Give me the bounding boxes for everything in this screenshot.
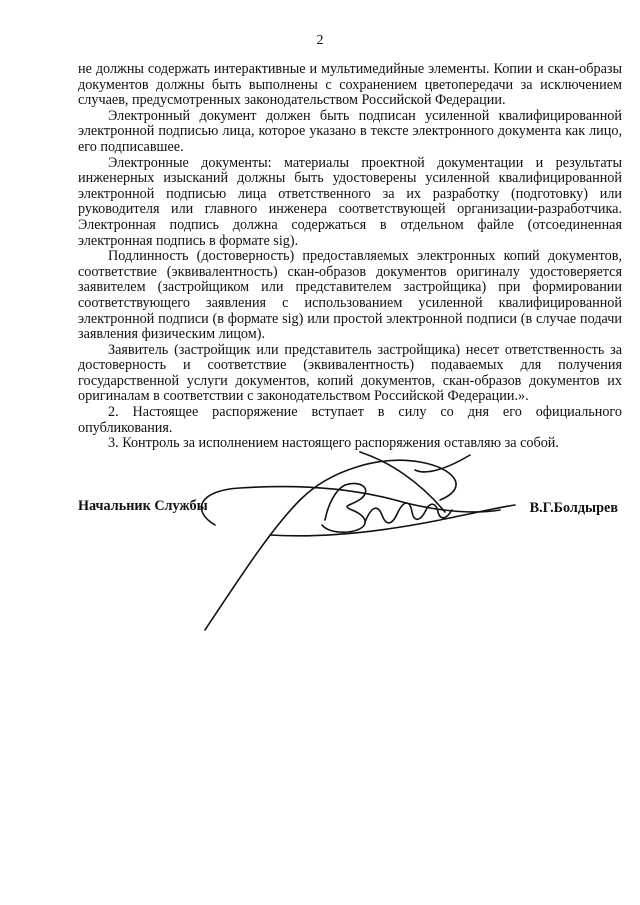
clause-2-effective-date: 2. Настоящее распоряжение вступает в силу со дня его официального опубликования. — [78, 404, 622, 436]
clause-3-control: 3. Контроль за исполнением настоящего распоряжения оставляю за собой. — [108, 435, 559, 452]
paragraph-authenticity: Подлинность (достоверность) предоставляемых электронных копий документов, соответствие (эквивалентность) скан-образов документов оригиналу удостоверяется заявителем (застройщиком или представителем застройщика) при формировании соответствующего заявления с использованием усиленной квалифицированной электронной подписи (в формате sig) или простой электронной подписи (в случае подачи заявления физическим лицом). — [78, 248, 622, 343]
paragraph-applicant-responsibility: Заявитель (застройщик или представитель застройщика) несет ответственность за достоверность и соответствие (эквивалентность) подаваемых для получения государственной услуги документов, копий документов, скан-образов документов их оригиналам в соответствии с законодательством Российской Федерации.». — [78, 341, 622, 405]
page-number: 2 — [316, 33, 324, 48]
signatory-title: Начальник Службы — [78, 498, 208, 514]
paragraph-electronic-documents: Электронные документы: материалы проектной документации и результаты инженерных изысканий должны быть удостоверены усиленной квалифицированной электронной подписью лица ответственного за их разработку (подготовку) или руководителя или главного инженера соответствующей организации-разработчика. Электронная подпись должна содержаться в отдельном файле (отсоединенная электронная подпись в формате sig). — [78, 154, 622, 249]
paragraph-continuation: не должны содержать интерактивные и мультимедийные элементы. Копии и скан-образы документов должны быть выполнены с сохранением цветопередачи за исключением случаев, предусмотренных законодательством Российской Федерации. — [78, 61, 622, 109]
paragraph-electronic-signature: Электронный документ должен быть подписан усиленной квалифицированной электронной подписью лица, которое указано в тексте электронного документа как лицо, его подписавшее. — [78, 107, 622, 155]
document-body — [78, 62, 622, 452]
signatory-name: В.Г.Болдырев — [529, 500, 618, 516]
